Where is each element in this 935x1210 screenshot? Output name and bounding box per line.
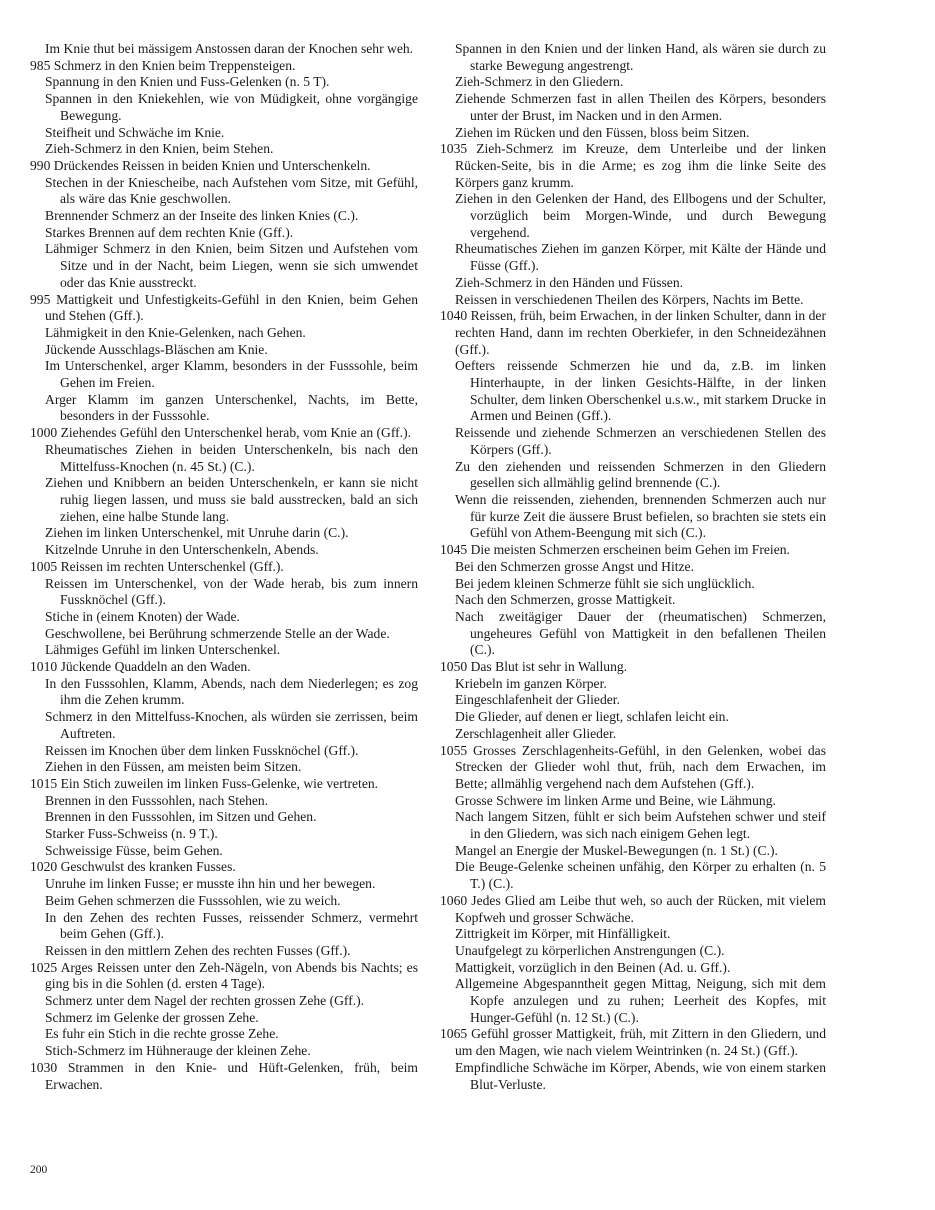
symptom-entry: Stich-Schmerz im Hühnerauge der kleinen Zehe. [45, 1043, 311, 1059]
symptom-entry: Schmerz im Gelenke der grossen Zehe. [45, 1009, 259, 1025]
symptom-entry: Die Glieder, auf denen er liegt, schlafen leicht ein. [455, 709, 729, 725]
left-column [30, 41, 418, 1093]
numbered-symptom-entry: 1010 Jückende Quaddeln an den Waden. [30, 659, 251, 675]
symptom-entry: Unruhe im linken Fusse; er musste ihn hin und her bewegen. [45, 876, 376, 892]
numbered-symptom-entry: 1065 Gefühl grosser Mattigkeit, früh, mit Zittern in den Gliedern, und um den Magen, wie nach vielem Weintrinken (n. 24 St.) (Gff.). [440, 1026, 826, 1059]
symptom-entry: Die Beuge-Gelenke scheinen unfähig, den Körper zu erhalten (n. 5 T.) (C.). [455, 859, 826, 892]
symptom-entry: Zieh-Schmerz in den Knien, beim Stehen. [45, 141, 274, 157]
symptom-entry: Jückende Ausschlags-Bläschen am Knie. [45, 341, 268, 357]
symptom-entry: Starkes Brennen auf dem rechten Knie (Gff.). [45, 224, 294, 240]
symptom-entry: Empfindliche Schwäche im Körper, Abends, wie von einem starken Blut-Verluste. [455, 1059, 826, 1092]
symptom-entry: Ziehende Schmerzen fast in allen Theilen des Körpers, besonders unter der Brust, im Nacken und in den Armen. [455, 91, 826, 123]
symptom-entry: Unaufgelegt zu körperlichen Anstrengungen (C.). [455, 942, 725, 958]
symptom-entry: Zu den ziehenden und reissenden Schmerzen in den Gliedern gesellen sich allmählig gelind brennende (C.). [455, 458, 826, 491]
symptom-entry: Ziehen und Knibbern an beiden Unterschenkeln, er kann sie nicht ruhig liegen lassen, und muss sie bald ausstrecken, bald an sich ziehen, eine halbe Stunde lang. [45, 475, 418, 524]
symptom-entry: Im Knie thut bei mässigem Anstossen daran der Knochen sehr weh. [45, 41, 414, 56]
symptom-entry: Reissen in verschiedenen Theilen des Körpers, Nachts im Bette. [455, 291, 804, 307]
symptom-entry: Zerschlagenheit aller Glieder. [455, 725, 617, 741]
symptom-entry: Ziehen im Rücken und den Füssen, bloss beim Sitzen. [455, 124, 750, 140]
numbered-symptom-entry: 985 Schmerz in den Knien beim Treppensteigen. [30, 57, 296, 73]
numbered-symptom-entry: 1000 Ziehendes Gefühl den Unterschenkel herab, vom Knie an (Gff.). [30, 425, 412, 441]
symptom-entry: Bei den Schmerzen grosse Angst und Hitze. [455, 558, 694, 574]
symptom-entry: Geschwollene, bei Berührung schmerzende Stelle an der Wade. [45, 625, 390, 641]
symptom-entry: Stechen in der Kniescheibe, nach Aufstehen vom Sitze, mit Gefühl, als wäre das Knie geschwollen. [45, 174, 418, 207]
symptom-entry: Lähmiges Gefühl im linken Unterschenkel. [45, 642, 281, 658]
symptom-entry: Ziehen in den Füssen, am meisten beim Sitzen. [45, 759, 302, 775]
symptom-entry: Nach langem Sitzen, fühlt er sich beim Aufstehen schwer und steif in den Gliedern, was sich nach einigem Gehen legt. [455, 809, 826, 842]
numbered-symptom-entry: 1060 Jedes Glied am Leibe thut weh, so auch der Rücken, mit vielem Kopfweh und grosser Schwäche. [440, 892, 826, 925]
symptom-entry: Es fuhr ein Stich in die rechte grosse Zehe. [45, 1026, 279, 1042]
symptom-entry: Mangel an Energie der Muskel-Bewegungen (n. 1 St.) (C.). [455, 842, 778, 858]
symptom-entry: Arger Klamm im ganzen Unterschenkel, Nachts, im Bette, besonders in der Fusssohle. [45, 391, 418, 424]
symptom-entry: Ziehen im linken Unterschenkel, mit Unruhe darin (C.). [45, 525, 349, 541]
symptom-entry: Reissen im Unterschenkel, von der Wade herab, bis zum innern Fussknöchel (Gff.). [45, 575, 418, 608]
symptom-entry: Kitzelnde Unruhe in den Unterschenkeln, Abends. [45, 542, 319, 558]
symptom-entry: Zieh-Schmerz in den Gliedern. [455, 74, 624, 90]
symptom-entry: Beim Gehen schmerzen die Fusssohlen, wie zu weich. [45, 892, 341, 908]
symptom-entry: Schmerz unter dem Nagel der rechten grossen Zehe (Gff.). [45, 993, 365, 1009]
symptom-entry: Spannen in den Knien und der linken Hand, als wären sie durch zu starke Bewegung angestrengt. [455, 41, 826, 73]
symptom-entry: Im Unterschenkel, arger Klamm, besonders in der Fusssohle, beim Gehen im Freien. [45, 358, 418, 391]
page-number: 200 [30, 1164, 48, 1176]
symptom-entry: In den Fusssohlen, Klamm, Abends, nach dem Niederlegen; es zog ihm die Zehen krumm. [45, 675, 418, 708]
numbered-symptom-entry: 1020 Geschwulst des kranken Fusses. [30, 859, 236, 875]
numbered-symptom-entry: 1015 Ein Stich zuweilen im linken Fuss-Gelenke, wie vertreten. [30, 775, 379, 791]
symptom-entry: Zittrigkeit im Körper, mit Hinfälligkeit. [455, 926, 671, 942]
numbered-symptom-entry: 995 Mattigkeit und Unfestigkeits-Gefühl in den Knien, beim Gehen und Stehen (Gff.). [30, 291, 418, 324]
symptom-entry: Oefters reissende Schmerzen hie und da, z.B. im linken Hinterhaupte, in der linken Gesichts-Hälfte, in der linken Schulter, dem linken Oberschenkel u.s.w., mit starkem Drucke in Armen und Beinen (Gff.). [455, 358, 826, 424]
symptom-entry: Bei jedem kleinen Schmerze fühlt sie sich unglücklich. [455, 575, 755, 591]
symptom-entry: Brennender Schmerz an der Inseite des linken Knies (C.). [45, 208, 359, 224]
symptom-entry: Ziehen in den Gelenken der Hand, des Ellbogens und der Schulter, vorzüglich beim Morgen-Winde, und durch Bewegung vergehend. [455, 191, 826, 240]
right-column [440, 41, 826, 1093]
symptom-entry: Schmerz in den Mittelfuss-Knochen, als würden sie zerrissen, beim Auftreten. [45, 709, 418, 741]
symptom-entry: Brennen in den Fusssohlen, im Sitzen und Gehen. [45, 809, 317, 825]
symptom-entry: Starker Fuss-Schweiss (n. 9 T.). [45, 826, 218, 842]
symptom-entry: Wenn die reissenden, ziehenden, brennenden Schmerzen auch nur für kurze Zeit die äussere Brust befielen, so brachten sie stets ein Gefühl von Athem-Beengung mit sich (C.). [455, 491, 826, 541]
symptom-entry: Rheumatisches Ziehen in beiden Unterschenkeln, bis nach den Mittelfuss-Knochen (n. 45 St.) (C.). [45, 441, 418, 474]
numbered-symptom-entry: 1050 Das Blut ist sehr in Wallung. [440, 659, 628, 675]
numbered-symptom-entry: 1005 Reissen im rechten Unterschenkel (Gff.). [30, 558, 284, 574]
numbered-symptom-entry: 1040 Reissen, früh, beim Erwachen, in der linken Schulter, dann in der rechten Hand, dann im rechten Oberkiefer, in den Schneidezähnen (Gff.). [440, 308, 826, 357]
symptom-entry: Lähmiger Schmerz in den Knien, beim Sitzen und Aufstehen vom Sitze und in der Nacht, beim Liegen, wenn sie sich umwendet oder das Knie ausstreckt. [45, 241, 418, 290]
symptom-entry: Reissen im Knochen über dem linken Fussknöchel (Gff.). [45, 742, 359, 758]
symptom-entry: Reissen in den mittlern Zehen des rechten Fusses (Gff.). [45, 942, 351, 958]
symptom-entry: Spannung in den Knien und Fuss-Gelenken (n. 5 T). [45, 74, 330, 90]
symptom-entry: In den Zehen des rechten Fusses, reissender Schmerz, vermehrt beim Gehen (Gff.). [45, 909, 418, 942]
numbered-symptom-entry: 1035 Zieh-Schmerz im Kreuze, dem Unterleibe und der linken Rücken-Seite, bis in die Arme; es zog ihm die linke Seite des Körpers ganz krumm. [440, 141, 826, 190]
symptom-entry: Reissende und ziehende Schmerzen an verschiedenen Stellen des Körpers (Gff.). [455, 425, 826, 457]
symptom-entry: Stiche in (einem Knoten) der Wade. [45, 608, 240, 624]
symptom-entry: Steifheit und Schwäche im Knie. [45, 124, 225, 140]
symptom-entry: Grosse Schwere im linken Arme und Beine, wie Lähmung. [455, 792, 776, 808]
symptom-entry: Nach zweitägiger Dauer der (rheumatischen) Schmerzen, ungeheures Gefühl von Mattigkeit in den befallenen Theilen (C.). [455, 608, 826, 658]
symptom-entry: Rheumatisches Ziehen im ganzen Körper, mit Kälte der Hände und Füsse (Gff.). [455, 241, 826, 274]
symptom-entry: Spannen in den Kniekehlen, wie von Müdigkeit, ohne vorgängige Bewegung. [45, 91, 418, 123]
symptom-entry: Eingeschlafenheit der Glieder. [455, 692, 620, 708]
symptom-entry: Nach den Schmerzen, grosse Mattigkeit. [455, 592, 676, 608]
numbered-symptom-entry: 990 Drückendes Reissen in beiden Knien und Unterschenkeln. [30, 157, 371, 173]
numbered-symptom-entry: 1045 Die meisten Schmerzen erscheinen beim Gehen im Freien. [440, 542, 790, 558]
symptom-entry: Kriebeln im ganzen Körper. [455, 675, 607, 691]
symptom-entry: Mattigkeit, vorzüglich in den Beinen (Ad. u. Gff.). [455, 959, 731, 975]
symptom-entry: Schweissige Füsse, beim Gehen. [45, 842, 223, 858]
numbered-symptom-entry: 1055 Grosses Zerschlagenheits-Gefühl, in den Gelenken, wobei das Strecken der Glieder wohl thut, früh, nach dem Erwachen, im Bette; allmählig vergehend nach dem Aufstehen (Gff.). [440, 742, 826, 791]
symptom-entry: Brennen in den Fusssohlen, nach Stehen. [45, 792, 269, 808]
symptom-entry: Zieh-Schmerz in den Händen und Füssen. [455, 274, 684, 290]
numbered-symptom-entry: 1030 Strammen in den Knie- und Hüft-Gelenken, früh, beim Erwachen. [30, 1059, 418, 1092]
symptom-entry: Lähmigkeit in den Knie-Gelenken, nach Gehen. [45, 324, 306, 340]
numbered-symptom-entry: 1025 Arges Reissen unter den Zeh-Nägeln, von Abends bis Nachts; es ging bis in die Sohlen (d. ersten 4 Tage). [30, 959, 418, 992]
symptom-entry: Allgemeine Abgespanntheit gegen Mittag, Neigung, sich mit dem Kopfe anzulegen und zu ruhen; Leerheit des Kopfes, mit Hunger-Gefühl (n. 12 St.) (C.). [455, 976, 826, 1025]
